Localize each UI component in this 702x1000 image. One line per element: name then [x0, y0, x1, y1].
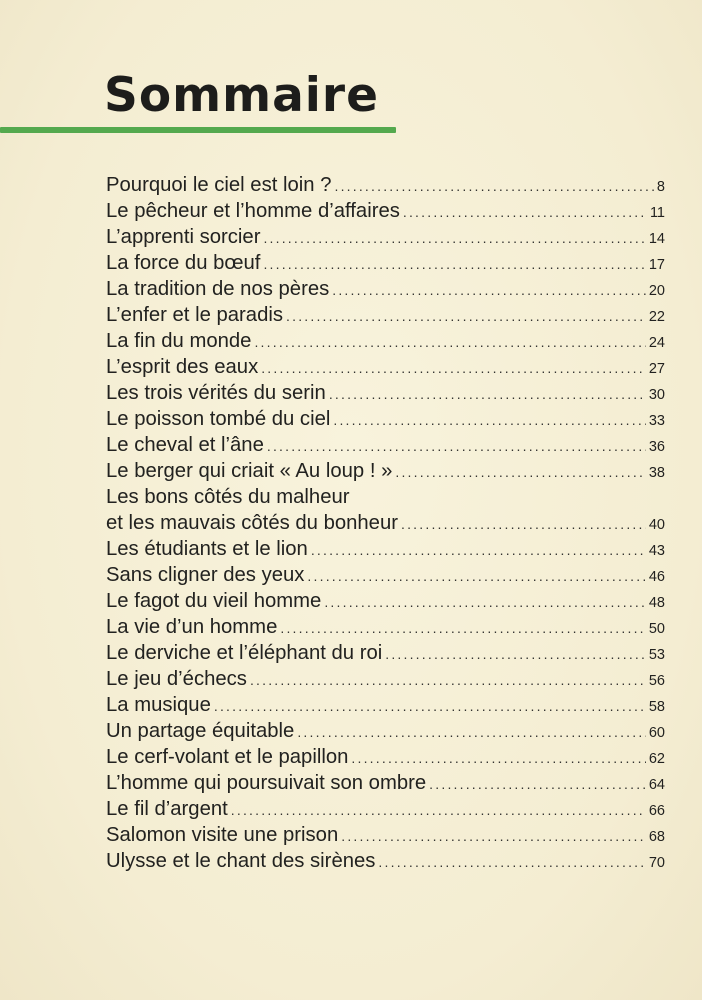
toc-entry-title: Le pêcheur et l’homme d’affaires: [106, 200, 400, 222]
toc-entry-title: Le cerf-volant et le papillon: [106, 746, 349, 768]
toc-page-number: 11: [649, 205, 665, 221]
title-underline: [0, 127, 396, 133]
toc-entry: [106, 172, 665, 198]
toc-entry: [106, 718, 665, 744]
dot-leader: [250, 667, 646, 693]
dot-leader: [297, 719, 646, 745]
dot-leader: [329, 381, 646, 407]
toc-entry-title: L’esprit des eaux: [106, 356, 259, 378]
toc-entry-title: Ulysse et le chant des sirènes: [106, 850, 376, 872]
dot-leader: [351, 745, 645, 771]
toc-page-number: 24: [648, 335, 665, 351]
toc-page-number: 62: [648, 751, 665, 767]
dot-leader: [307, 563, 645, 589]
toc-entry-title: Salomon visite une prison: [106, 824, 339, 846]
toc-entry: [106, 692, 665, 718]
toc-entry: [106, 432, 665, 458]
dot-leader: [333, 407, 645, 433]
page-title: Sommaire: [104, 68, 379, 123]
dot-leader: [263, 251, 645, 277]
toc-page-number: 56: [648, 673, 665, 689]
dot-leader: [401, 511, 646, 537]
toc-entry-title: La force du bœuf: [106, 252, 261, 274]
toc-entry: [106, 562, 665, 588]
toc-page-number: 36: [648, 439, 665, 455]
toc-entry: [106, 614, 665, 640]
dot-leader: [267, 433, 646, 459]
toc-entry: [106, 588, 665, 614]
toc-page-number: 58: [648, 699, 665, 715]
toc-entry: [106, 640, 665, 666]
toc-entry-line: [106, 484, 665, 510]
toc-entry-title: Le poisson tombé du ciel: [106, 408, 331, 430]
toc-entry-title: Un partage équitable: [106, 720, 295, 742]
dot-leader: [334, 173, 653, 199]
toc-entry-title: La vie d’un homme: [106, 616, 278, 638]
toc-page-number: 27: [648, 361, 665, 377]
toc-entry: [106, 198, 665, 224]
toc-entry: [106, 302, 665, 328]
toc-page-number: 64: [648, 777, 665, 793]
toc-entry-title: Les étudiants et le lion: [106, 538, 308, 560]
dot-leader: [311, 537, 646, 563]
toc-entry-title: L’enfer et le paradis: [106, 304, 284, 326]
dot-leader: [286, 303, 646, 329]
toc-page-number: 68: [648, 829, 665, 845]
table-of-contents: [106, 172, 665, 874]
toc-entry-title-continued: et les mauvais côtés du bonheur: [106, 512, 398, 534]
toc-page-number: 14: [648, 231, 665, 247]
toc-entry-title: Le cheval et l’âne: [106, 434, 264, 456]
toc-entry-title: L’homme qui poursuivait son ombre: [106, 772, 427, 794]
toc-entry: [106, 510, 665, 536]
dot-leader: [214, 693, 646, 719]
toc-entry-title: Le jeu d’échecs: [106, 668, 247, 690]
toc-page-number: 22: [648, 309, 665, 325]
toc-entry-title: Le fagot du vieil homme: [106, 590, 322, 612]
toc-entry: [106, 848, 665, 874]
toc-entry: [106, 458, 665, 484]
toc-entry: [106, 328, 665, 354]
toc-entry: [106, 770, 665, 796]
toc-entry: [106, 224, 665, 250]
toc-page-number: 33: [648, 413, 665, 429]
toc-page-number: 17: [648, 257, 665, 273]
toc-page-number: 38: [648, 465, 665, 481]
toc-entry-title: La fin du monde: [106, 330, 252, 352]
toc-page-number: 46: [648, 569, 665, 585]
toc-entry-title: Le fil d’argent: [106, 798, 228, 820]
toc-page-number: 70: [648, 855, 665, 871]
toc-entry: [106, 250, 665, 276]
toc-entry: [106, 406, 665, 432]
toc-entry-title: Le derviche et l’éléphant du roi: [106, 642, 383, 664]
toc-page-number: 50: [648, 621, 665, 637]
toc-entry-title: Les trois vérités du serin: [106, 382, 326, 404]
toc-entry: [106, 354, 665, 380]
toc-entry-title: La tradition de nos pères: [106, 278, 330, 300]
dot-leader: [385, 641, 646, 667]
toc-page-number: 66: [648, 803, 665, 819]
dot-leader: [341, 823, 646, 849]
dot-leader: [324, 589, 646, 615]
toc-entry: [106, 744, 665, 770]
toc-entry: [106, 380, 665, 406]
toc-page-number: 30: [648, 387, 665, 403]
dot-leader: [261, 355, 646, 381]
dot-leader: [395, 459, 645, 485]
toc-entry-title: Sans cligner des yeux: [106, 564, 305, 586]
toc-entry: [106, 666, 665, 692]
toc-entry: [106, 822, 665, 848]
toc-page-number: 8: [656, 179, 665, 195]
dot-leader: [429, 771, 646, 797]
toc-page-number: 20: [648, 283, 665, 299]
dot-leader: [263, 225, 645, 251]
toc-page-number: 53: [648, 647, 665, 663]
toc-page-number: 43: [648, 543, 665, 559]
dot-leader: [332, 277, 646, 303]
dot-leader: [403, 199, 647, 225]
toc-entry: [106, 536, 665, 562]
toc-entry: [106, 796, 665, 822]
toc-entry-title: Le berger qui criait « Au loup ! »: [106, 460, 393, 482]
dot-leader: [280, 615, 645, 641]
dot-leader: [254, 329, 645, 355]
toc-entry-title: Les bons côtés du malheur: [106, 486, 350, 508]
toc-page-number: 48: [648, 595, 665, 611]
toc-page-number: 40: [648, 517, 665, 533]
dot-leader: [378, 849, 645, 875]
toc-entry-title: Pourquoi le ciel est loin ?: [106, 174, 332, 196]
dot-leader: [231, 797, 646, 823]
toc-entry-title: La musique: [106, 694, 211, 716]
toc-entry: [106, 276, 665, 302]
toc-page-number: 60: [648, 725, 665, 741]
toc-entry-title: L’apprenti sorcier: [106, 226, 261, 248]
